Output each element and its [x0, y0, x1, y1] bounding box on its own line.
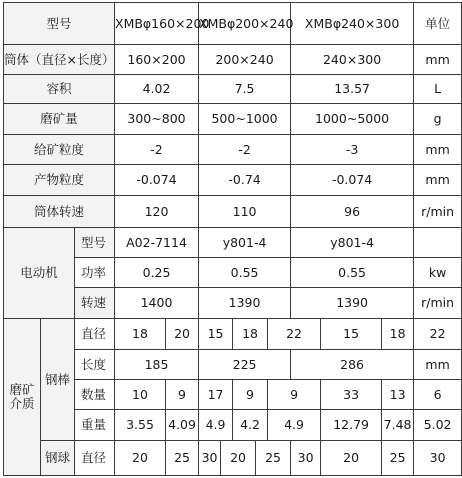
- row-grind-amount: [4, 104, 462, 135]
- row-sublabel: 型号: [75, 228, 115, 258]
- cell-value: 33: [321, 380, 382, 410]
- cell-value: -2: [115, 135, 199, 165]
- cell-value: 12.79: [321, 410, 382, 441]
- row-label: 产物粒度: [4, 165, 115, 196]
- cell-value: 20: [321, 441, 382, 476]
- row-volume: [4, 75, 462, 104]
- row-label: 容积: [4, 75, 115, 104]
- row-sublabel: 数量: [75, 380, 115, 410]
- row-rod-diameter: [4, 319, 462, 350]
- header-unit: 单位: [414, 3, 462, 45]
- cell-value: y801-4: [199, 228, 291, 258]
- row-sublabel: 功率: [75, 258, 115, 288]
- cell-value: 17: [199, 380, 233, 410]
- rod-group-label: 钢棒: [41, 319, 75, 441]
- row-label: 筒体转速: [4, 196, 115, 228]
- cell-value: -0.074: [291, 165, 414, 196]
- cell-value: 22: [268, 319, 321, 350]
- cell-unit: mm: [414, 45, 462, 75]
- cell-unit: mm: [414, 165, 462, 196]
- media-label-line1: 磨矿: [9, 382, 35, 398]
- cell-value: 15: [321, 319, 382, 350]
- row-cylinder-speed: [4, 196, 462, 228]
- cell-value: 96: [291, 196, 414, 228]
- cell-value: 9: [233, 380, 268, 410]
- row-product-size: [4, 165, 462, 196]
- cell-value: 18: [115, 319, 166, 350]
- row-sublabel: 直径: [75, 319, 115, 350]
- header-model-3: XMBφ240×300: [291, 3, 414, 45]
- row-label: 筒体（直径×长度）: [4, 45, 115, 75]
- cell-value: -0.74: [199, 165, 291, 196]
- cell-value: y801-4: [291, 228, 414, 258]
- cell-value: 18: [382, 319, 414, 350]
- cell-value: 4.9: [199, 410, 233, 441]
- cell-value: 18: [233, 319, 268, 350]
- cell-value: 9: [268, 380, 321, 410]
- media-label-line2: 介质: [9, 396, 35, 411]
- cell-value: -2: [199, 135, 291, 165]
- cell-value: 6: [414, 380, 462, 410]
- row-sublabel: 转速: [75, 288, 115, 319]
- cell-value: 240×300: [291, 45, 414, 75]
- cell-value: 225: [199, 350, 291, 380]
- cell-unit: mm: [414, 350, 462, 380]
- cell-value: 13: [382, 380, 414, 410]
- cell-value: 13.57: [291, 75, 414, 104]
- header-row: [4, 3, 462, 45]
- motor-group-label: 电动机: [4, 228, 75, 319]
- cell-unit: [414, 228, 462, 258]
- row-label: 磨矿量: [4, 104, 115, 135]
- cell-value: 15: [199, 319, 233, 350]
- cell-value: 20: [221, 441, 256, 476]
- row-sublabel: 重量: [75, 410, 115, 441]
- cell-value: 1000~5000: [291, 104, 414, 135]
- cell-value: 160×200: [115, 45, 199, 75]
- row-sublabel: 长度: [75, 350, 115, 380]
- cell-value: 9: [166, 380, 199, 410]
- cell-value: 25: [382, 441, 414, 476]
- cell-value: 120: [115, 196, 199, 228]
- cell-unit: r/min: [414, 196, 462, 228]
- row-sublabel: 直径: [75, 441, 115, 476]
- media-group-label: [4, 319, 41, 476]
- header-model: 型号: [4, 3, 115, 45]
- ball-group-label: 钢球: [41, 441, 75, 476]
- cell-unit: L: [414, 75, 462, 104]
- cell-value: 110: [199, 196, 291, 228]
- cell-value: 0.55: [199, 258, 291, 288]
- row-ball-diameter: [4, 441, 462, 476]
- header-model-1: XMBφ160×200: [115, 3, 199, 45]
- cell-value: 185: [115, 350, 199, 380]
- row-label: 给矿粒度: [4, 135, 115, 165]
- cell-value: 10: [115, 380, 166, 410]
- cell-value: 30: [291, 441, 321, 476]
- cell-value: 22: [414, 319, 462, 350]
- cell-unit: kw: [414, 258, 462, 288]
- row-cylinder: [4, 45, 462, 75]
- spec-table: [3, 2, 462, 476]
- cell-value: 500~1000: [199, 104, 291, 135]
- cell-value: 5.02: [414, 410, 462, 441]
- cell-value: 30: [199, 441, 221, 476]
- cell-value: 3.55: [115, 410, 166, 441]
- header-model-2: XMBφ200×240: [199, 3, 291, 45]
- cell-value: 1400: [115, 288, 199, 319]
- cell-value: 0.25: [115, 258, 199, 288]
- cell-value: 30: [414, 441, 462, 476]
- cell-value: 286: [291, 350, 414, 380]
- cell-value: 0.55: [291, 258, 414, 288]
- cell-value: 4.02: [115, 75, 199, 104]
- cell-value: 25: [166, 441, 199, 476]
- cell-value: 4.2: [233, 410, 268, 441]
- cell-value: 1390: [199, 288, 291, 319]
- cell-value: 4.9: [268, 410, 321, 441]
- cell-value: -3: [291, 135, 414, 165]
- cell-value: 20: [115, 441, 166, 476]
- cell-value: 7.5: [199, 75, 291, 104]
- cell-value: 200×240: [199, 45, 291, 75]
- cell-value: 1390: [291, 288, 414, 319]
- cell-value: 20: [166, 319, 199, 350]
- cell-unit: r/min: [414, 288, 462, 319]
- cell-value: 300~800: [115, 104, 199, 135]
- cell-value: 4.09: [166, 410, 199, 441]
- cell-value: A02-7114: [115, 228, 199, 258]
- cell-unit: mm: [414, 135, 462, 165]
- cell-value: -0.074: [115, 165, 199, 196]
- row-feed-size: [4, 135, 462, 165]
- row-motor-model: [4, 228, 462, 258]
- cell-unit: g: [414, 104, 462, 135]
- cell-value: 7.48: [382, 410, 414, 441]
- cell-value: 25: [256, 441, 291, 476]
